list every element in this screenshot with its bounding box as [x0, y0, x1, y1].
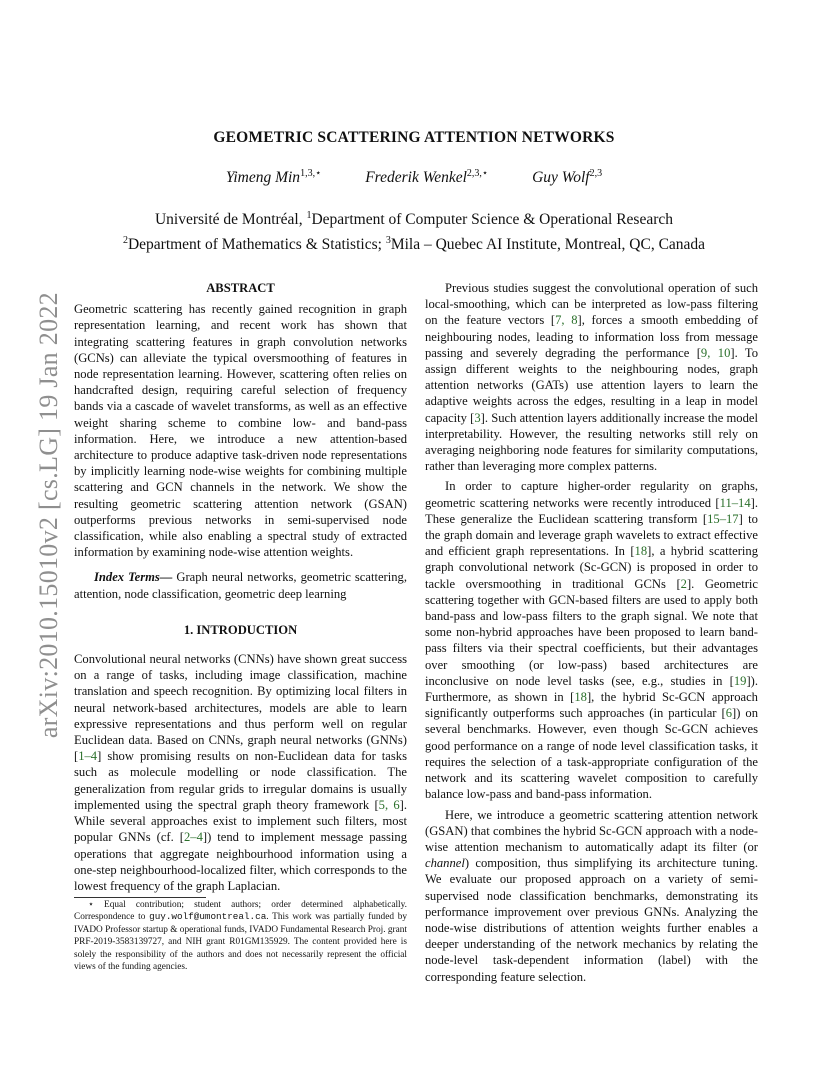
- introduction-paragraph-2: Previous studies suggest the convolutional operation of such local-smoothing, which can be interpreted as low-pass filtering on the feature vectors [ 7, 8 ] , forces a smooth embedding of neighbouring nodes, leading to information loss from message passing and severely degrading the performance [ 9, 10 ] . To assign different weights to the neighbouring nodes, graph attention networks (GATs) use attention layers to learn the adaptive weights across the edges, resulting in a leap in model capacity [ 3 ] . Such attention layers additionally increase the model interpretability. However, the resulting networks still rely on averaging neighboring node features for similarity computations, rather than leveraging more complex patterns.: [425, 280, 758, 474]
- arxiv-identifier-stamp: arXiv:2010.15010v2 [cs.LG] 19 Jan 2022: [34, 292, 63, 739]
- introduction-heading: 1. INTRODUCTION: [183, 622, 298, 637]
- citation-link[interactable]: [ 9, 10 ]: [697, 346, 735, 360]
- citation-link[interactable]: [ 5, 6 ]: [374, 798, 403, 812]
- citation-link[interactable]: [ 7, 8 ]: [551, 313, 582, 327]
- citation-link[interactable]: [ 3 ]: [470, 411, 485, 425]
- citation-link[interactable]: [ 6 ]: [722, 706, 737, 720]
- abstract-heading: ABSTRACT: [206, 281, 275, 295]
- paper-title: GEOMETRIC SCATTERING ATTENTION NETWORKS: [213, 129, 615, 146]
- affiliation-line-1: Université de Montréal, $^1$Department of Computer Science & Operational Research: [154, 210, 674, 228]
- citation-link[interactable]: [ 2 ]: [676, 577, 691, 591]
- introduction-paragraph-4: Here, we introduce a geometric scattering attention network (GSAN) that combines the hybrid Sc-GCN approach with a node-wise attention mechanism to automatically adapt its filter (or channel) composition, thus simplifying its architecture tuning. We evaluate our proposed approach on a variety of semi-supervised node classification benchmarks, demonstrating its performance improvement over previous GNNs. Analyzing the node-wise distributions of attention weights further enables a deeper understanding of the network mechanics by relating the node-level task-dependent information (label) with the corresponding feature selection.: [425, 807, 758, 984]
- index-terms: Index Terms— Graph neural networks, geometric scattering, attention, node classification, geometric deep learning: [74, 570, 407, 601]
- citation-link[interactable]: [ 15–17 ]: [703, 512, 743, 526]
- right-column: [425, 280, 758, 985]
- citation-link[interactable]: [ 19 ]: [730, 674, 751, 688]
- citation-link[interactable]: [ 18 ]: [570, 690, 591, 704]
- author-2: Frederik Wenkel$^{2,3,⋆}$: [365, 168, 489, 186]
- footnote-rule: [74, 897, 206, 898]
- citation-link[interactable]: [ 18 ]: [630, 544, 651, 558]
- abstract-text: Geometric scattering has recently gained recognition in graph representation learning, and recent work has shown that integrating scattering features in graph convolution networks (GCNs) can alleviate the typical oversmoothing of features in node representation learning. However, scattering often relies on handcrafted design, requiring careful selection of frequency bands via a cascade of wavelet transforms, as well as an effective weight sharing scheme to combine low- and band-pass information. Here, we introduce a new attention-based architecture to produce adaptive task-driven node representations by implicitly learning node-wise weights for combining multiple scattering and GCN channels in the network. We show the resulting geometric scattering attention network (GSAN) outperforms previous networks in semi-supervised node classification, while also enabling a spectral study of extracted information by examining node-wise attention weights.: [74, 302, 407, 560]
- author-list: [0, 168, 828, 187]
- author-3: Guy Wolf$^{2,3}$: [532, 168, 603, 186]
- footnote: ⋆ Equal contribution; student authors; order determined alphabetically. Correspondence to guy.wolf@umontreal.ca. This work was partially funded by IVADO Professor startup & operational funds, IVADO Fundamental Research Proj. grant PRF-2019-3583139727, and NIH grant R01GM135929. The content provided here is solely the responsibility of the authors and does not necessarily represent the official views of the funding agencies.: [74, 900, 407, 973]
- affiliation-line-2: $^2$Department of Mathematics & Statistics; $^3$Mila – Quebec AI Institute, Montreal, QC, Canada: [122, 235, 706, 253]
- introduction-paragraph-1: Convolutional neural networks (CNNs) have shown great success on a range of tasks, including image classification, machine translation and speech recognition. By optimizing local filters in neural network-based architectures, models are able to learn expressive representations and thus perform well on regular Euclidean data. Based on CNNs, graph neural networks (GNNs) [ 1–4 ] show promising results on non-Euclidean data for tasks such as molecule modelling or node classification. The generalization from regular grids to irregular domains is usually implemented using the spectral graph theory framework [ 5, 6 ] . While several approaches exist to implement such filters, most popular GNNs (cf. [ 2–4 ] ) tend to implement message passing operations that aggregate neighbourhood information using a one-step neighbourhood-localized filter, which corresponds to the lowest frequency of the graph Laplacian.: [74, 651, 407, 894]
- citation-link[interactable]: [ 2–4 ]: [180, 830, 207, 844]
- author-1: Yimeng Min$^{1,3,⋆}$: [225, 168, 322, 186]
- affiliations: [0, 205, 828, 255]
- citation-link[interactable]: [ 1–4 ]: [74, 749, 101, 763]
- introduction-paragraph-3: In order to capture higher-order regularity on graphs, geometric scattering networks were recently introduced [ 11–14 ] . These generalize the Euclidean scattering transform [ 15–17 ] to the graph domain and leverage graph wavelets to extract effective and efficient graph representations. In [ 18 ] , a hybrid scattering graph convolutional network (Sc-GCN) is proposed in order to tackle oversmoothing in traditional GCNs [ 2 ] . Geometric scattering together with GCN-based filters are used to apply both band-pass and low-pass filters to the graph signal. We note that some non-hybrid approaches have been proposed to learn band-pass filters via their spectral coefficients, but their advantages over smoothing (or low-pass) based architectures are inconclusive on node level tasks (see, e.g., studies in [ 19 ] ). Furthermore, as shown in [ 18 ] , the hybrid Sc-GCN approach significantly outperforms such approaches (in particular [ 6 ] ) on several benchmarks. However, even though Sc-GCN achieves good performance on a range of node level classification tasks, it requires the selection of a task-appropriate configuration of the network and its scattering wavelet composition to carefully balance low-pass and band-pass information.: [425, 478, 758, 802]
- citation-link[interactable]: [ 11–14 ]: [715, 496, 754, 510]
- left-column: [74, 280, 407, 894]
- email-link[interactable]: guy.wolf@umontreal.ca: [149, 911, 267, 923]
